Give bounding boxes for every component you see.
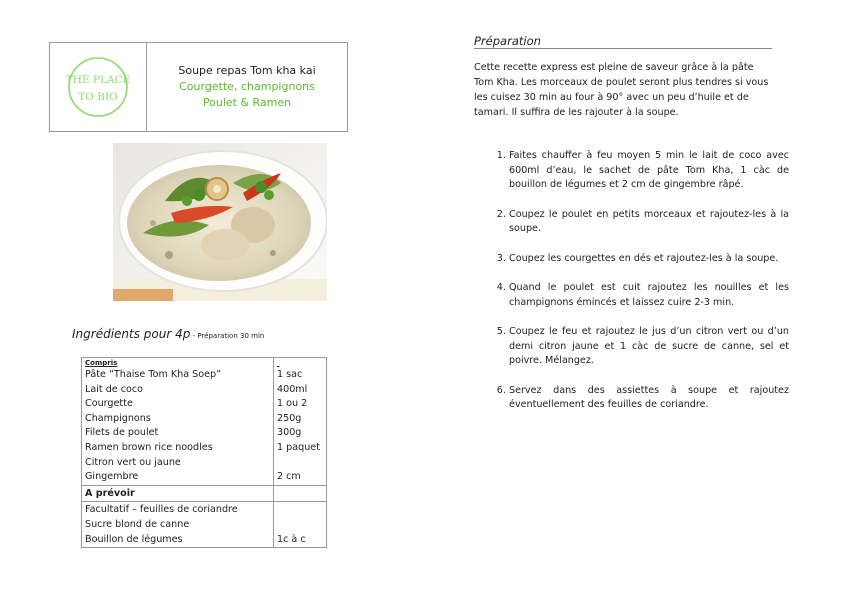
preparation-time-note: - Préparation 30 min	[190, 332, 265, 340]
ingredient-qty: 250g	[277, 412, 302, 424]
prevoir-label: A prévoir	[82, 485, 274, 502]
prevoir-items-cell	[82, 502, 274, 548]
soup-photo	[113, 143, 327, 301]
compris-section	[82, 358, 327, 486]
ingredient-name: Courgette	[85, 398, 133, 410]
ingredients-table	[81, 357, 327, 548]
prevoir-header-row	[82, 485, 327, 502]
recipe-subtitle-line2: Poulet & Ramen	[202, 96, 292, 109]
ingredient-name: Facultatif – feuilles de coriandre	[85, 504, 238, 516]
ingredient-name: Gingembre	[85, 471, 139, 483]
recipe-subtitle-line1: Courgette, champignons	[179, 80, 315, 93]
recipe-header	[49, 42, 348, 132]
ingredient-name: Bouillon de légumes	[85, 533, 183, 545]
logo-text-line2: TO BIO	[78, 91, 118, 103]
step-item: 3. Coupez les courgettes en dés et rajoutez-les à la soupe.	[509, 252, 789, 267]
ingredient-name: Champignons	[85, 412, 151, 424]
logo-text-line1: THE PLACE	[66, 74, 130, 86]
preparation-steps	[492, 149, 789, 428]
ingredient-qty: 400ml	[277, 383, 308, 395]
step-item: 5. Coupez le feu et rajoutez le jus d’un citron vert ou d’un demi citron jaune et 1 càc de sucre de canne, sel et poivre. Mélangez.	[509, 325, 789, 369]
ingredients-heading	[72, 327, 264, 341]
step-item: 4. Quand le poulet est cuit rajoutez les nouilles et les champignons émincés et laissez cuire 2-3 min.	[509, 281, 789, 310]
the-place-to-bio-logo	[66, 54, 130, 120]
step-item: 2. Coupez le poulet en petits morceaux et rajoutez-les à la soupe.	[509, 208, 789, 237]
ingredient-name: Citron vert ou jaune	[85, 456, 181, 468]
ingredients-title: Ingrédients pour 4p	[72, 327, 191, 341]
ingredient-qty: 1 paquet	[277, 441, 320, 453]
ingredient-name: Ramen brown rice noodles	[85, 441, 213, 453]
ingredient-qty: 2 cm	[277, 471, 301, 483]
ingredient-name: Filets de poulet	[85, 427, 159, 439]
preparation-title: Préparation	[474, 34, 541, 48]
prevoir-qty-cell	[274, 502, 327, 548]
ingredient-qty: 1 ou 2	[277, 398, 308, 410]
ingredient-qty: 300g	[277, 427, 302, 439]
compris-items-cell	[82, 358, 274, 486]
title-cell	[147, 43, 347, 131]
ingredient-name: Pâte “Thaise Tom Kha Soep”	[85, 369, 222, 380]
step-item: 1. Faites chauffer à feu moyen 5 min le lait de coco avec 600ml d’eau, le sachet de pâte Tom Kha, 1 càc de bouillon de légumes et 2 cm de gingembre râpé.	[509, 149, 789, 193]
recipe-title: Soupe repas Tom kha kai	[178, 64, 316, 77]
preparation-divider	[474, 48, 772, 49]
logo-cell	[50, 43, 147, 131]
compris-qty-cell	[274, 358, 327, 486]
ingredient-name: Sucre blond de canne	[85, 518, 190, 530]
ingredient-qty: 1c à c	[277, 533, 306, 545]
compris-label: Compris	[85, 359, 118, 367]
ingredient-qty	[277, 456, 323, 471]
ingredient-qty: 1 sac	[277, 369, 303, 380]
preparation-intro: Cette recette express est pleine de saveur grâce à la pâte Tom Kha. Les morceaux de poulet seront plus tendres si vous les cuisez 30 min au four à 90° avec un peu d’huile et de tamari. Il suffira de les rajouter à la soupe.	[474, 62, 769, 118]
ingredient-name: Lait de coco	[85, 383, 144, 395]
step-item: 6. Servez dans des assiettes à soupe et rajoutez éventuellement des feuilles de coriandre.	[509, 384, 789, 413]
prevoir-section	[82, 502, 327, 548]
